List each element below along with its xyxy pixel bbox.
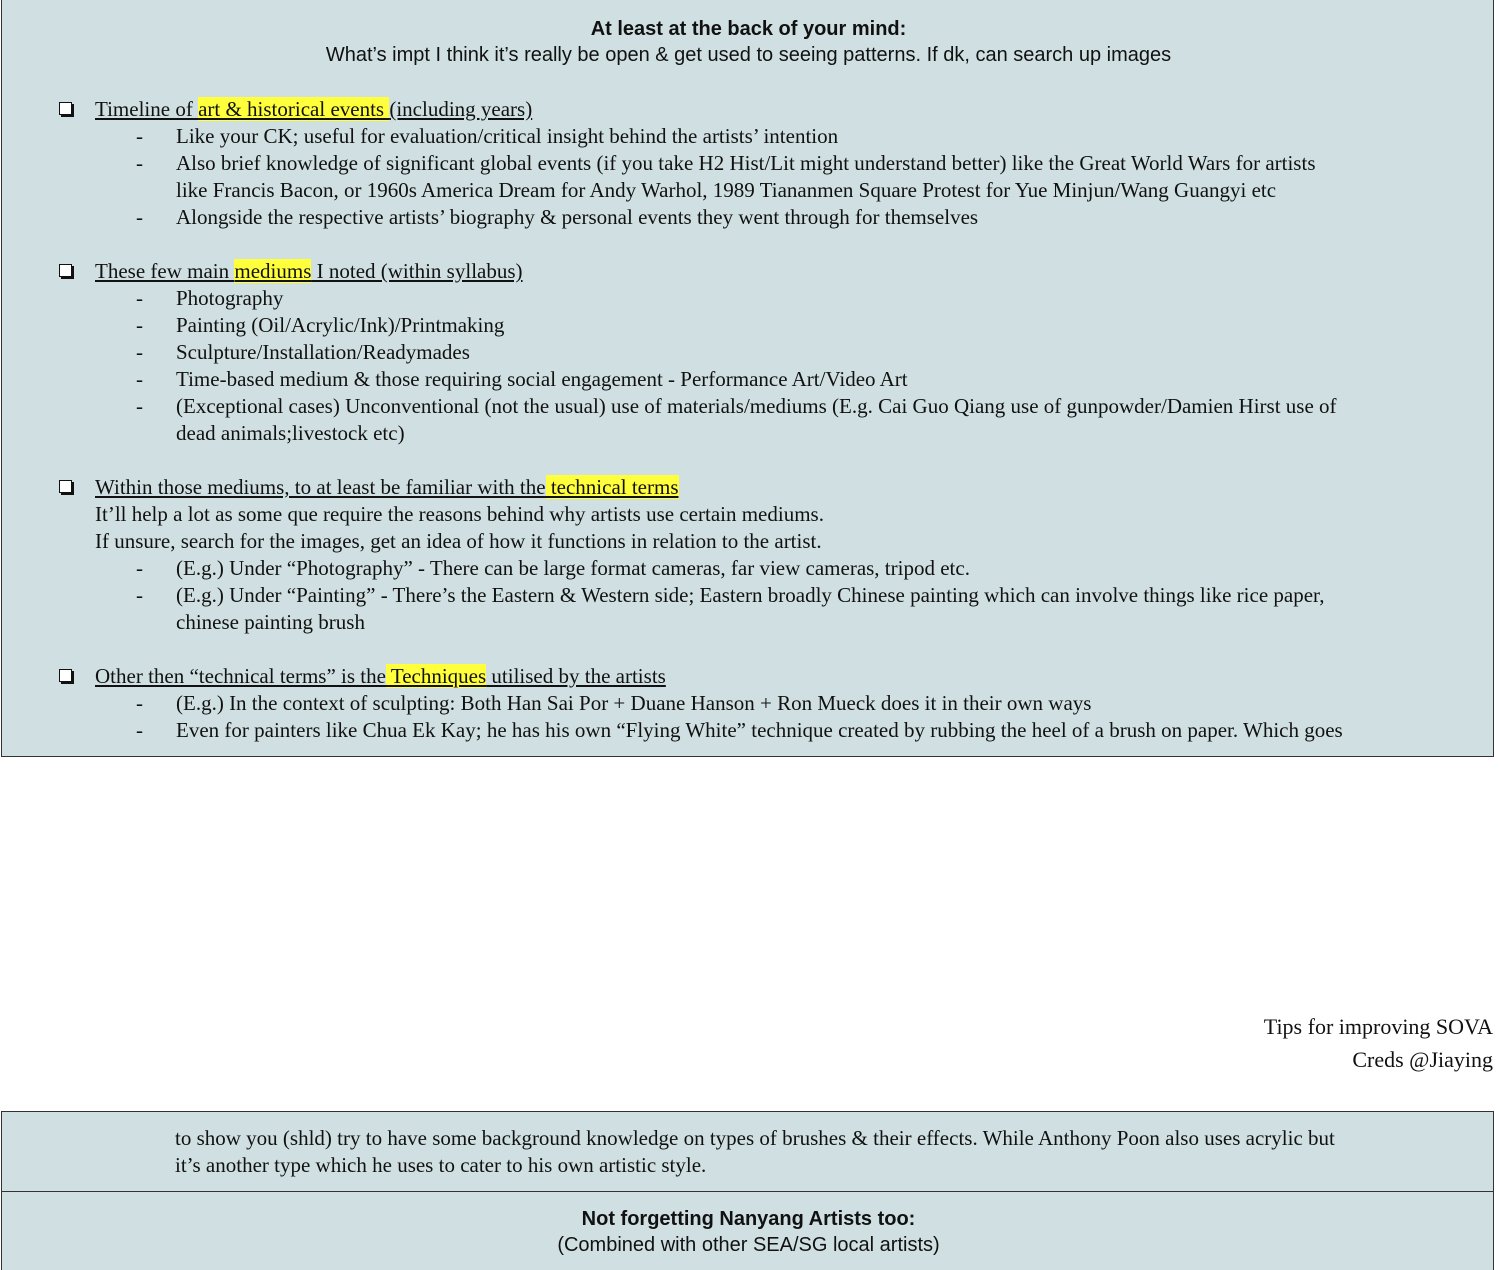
list-item: (E.g.) In the context of sculpting: Both Han Sai Por + Duane Hanson + Ron Mueck does it in their own ways	[176, 691, 1092, 715]
notes-box-nanyang	[1, 1191, 1494, 1270]
section-title-timeline: Timeline of art & historical events (including years)	[95, 97, 533, 121]
notes-box-main	[1, 0, 1494, 757]
list-item: Photography	[176, 286, 284, 310]
list-item: Alongside the respective artists’ biography & personal events they went through for themselves	[176, 205, 979, 229]
list-item-continuation: dead animals;livestock etc)	[176, 421, 405, 445]
box-heading: At least at the back of your mind:	[590, 18, 907, 40]
list-item: Also brief knowledge of significant global events (if you take H2 Hist/Lit might understand better) like the Great World Wars for artists	[176, 151, 1316, 175]
list-item: (Exceptional cases) Unconventional (not the usual) use of materials/mediums (E.g. Cai Guo Qiang use of gunpowder/Damien Hirst use of	[176, 394, 1337, 418]
box-subheading: What’s impt I think it’s really be open & get used to seeing patterns. If dk, can search up images	[325, 44, 1172, 66]
dash-icon: -	[136, 124, 143, 148]
list-item: Even for painters like Chua Ek Kay; he has his own “Flying White” technique created by rubbing the heel of a brush on paper. Which goes	[176, 718, 1343, 742]
checkbox-icon	[59, 480, 72, 493]
list-item-continuation: like Francis Bacon, or 1960s America Dream for Andy Warhol, 1989 Tiananmen Square Protest for Yue Minjun/Wang Guangyi etc	[176, 178, 1277, 202]
dash-icon: -	[136, 313, 143, 337]
paragraph-line: to show you (shld) try to have some background knowledge on types of brushes & their effects. While Anthony Poon also uses acrylic but	[175, 1126, 1335, 1150]
checkbox-icon	[59, 669, 72, 682]
page-footer-title: Tips for improving SOVA	[1263, 1014, 1493, 1039]
list-item: (E.g.) Under “Painting” - There’s the Eastern & Western side; Eastern broadly Chinese painting which can involve things like rice paper,	[176, 583, 1325, 607]
dash-icon: -	[136, 151, 143, 175]
box-heading: Not forgetting Nanyang Artists too:	[581, 1208, 916, 1230]
dash-icon: -	[136, 340, 143, 364]
checkbox-icon	[59, 264, 72, 277]
dash-icon: -	[136, 394, 143, 418]
dash-icon: -	[136, 367, 143, 391]
paragraph-line: If unsure, search for the images, get an idea of how it functions in relation to the artist.	[95, 529, 822, 553]
dash-icon: -	[136, 691, 143, 715]
list-item-continuation: chinese painting brush	[176, 610, 365, 634]
section-title-mediums: These few main mediums I noted (within syllabus)	[95, 259, 523, 283]
list-item: Time-based medium & those requiring social engagement - Performance Art/Video Art	[176, 367, 908, 391]
paragraph-line: It’ll help a lot as some que require the reasons behind why artists use certain mediums.	[95, 502, 824, 526]
dash-icon: -	[136, 583, 143, 607]
dash-icon: -	[136, 556, 143, 580]
page-footer-credit: Creds @Jiaying	[1352, 1047, 1493, 1072]
list-item: Painting (Oil/Acrylic/Ink)/Printmaking	[176, 313, 505, 337]
box-subheading: (Combined with other SEA/SG local artists)	[557, 1234, 940, 1256]
dash-icon: -	[136, 286, 143, 310]
section-title-technical-terms: Within those mediums, to at least be familiar with the technical terms	[95, 475, 679, 499]
list-item: Sculpture/Installation/Readymades	[176, 340, 470, 364]
list-item: (E.g.) Under “Photography” - There can be large format cameras, far view cameras, tripod etc.	[176, 556, 970, 580]
paragraph-line: it’s another type which he uses to cater to his own artistic style.	[175, 1153, 707, 1177]
dash-icon: -	[136, 718, 143, 742]
checkbox-icon	[59, 102, 72, 115]
dash-icon: -	[136, 205, 143, 229]
list-item: Like your CK; useful for evaluation/critical insight behind the artists’ intention	[176, 124, 839, 148]
notes-box-continuation	[1, 1111, 1494, 1192]
section-title-techniques: Other then “technical terms” is the Techniques utilised by the artists	[95, 664, 666, 688]
